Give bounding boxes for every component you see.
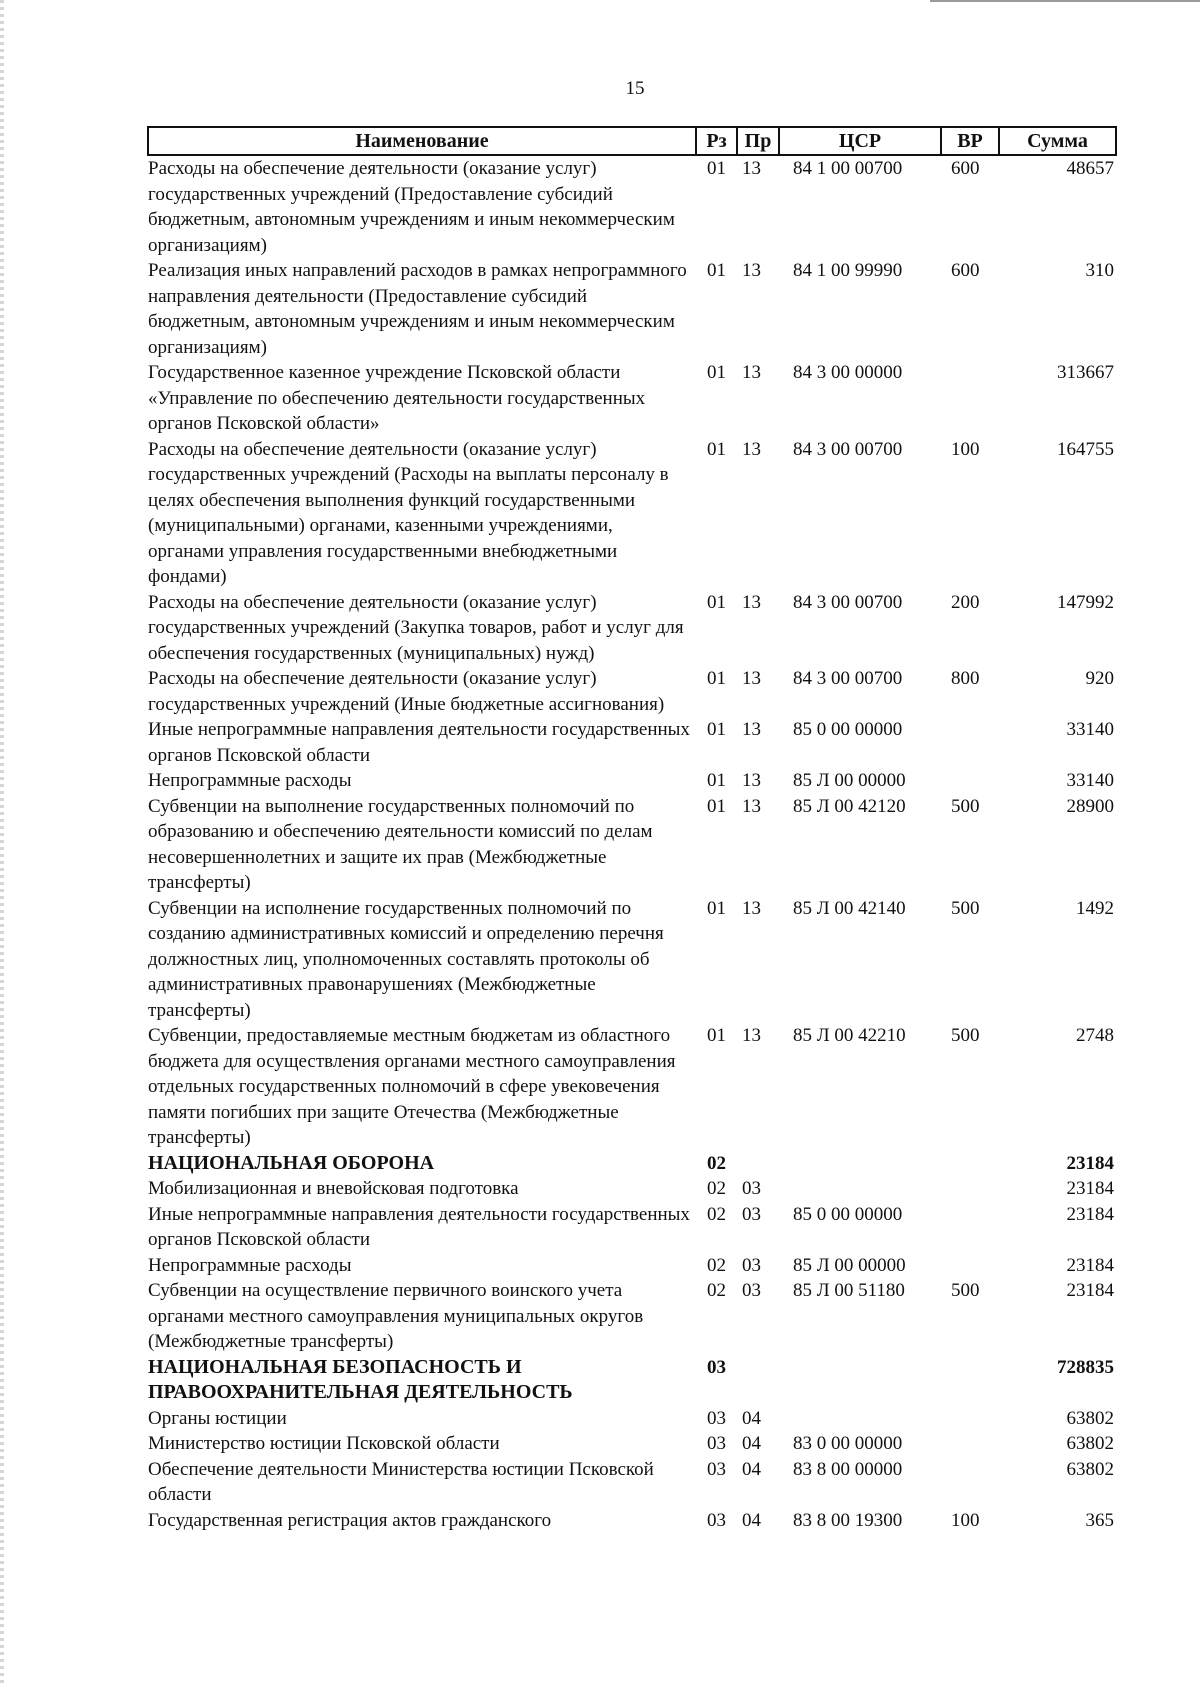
cell-pr: 13 [742, 719, 761, 740]
section-row [148, 1151, 1116, 1177]
cell-rz: 03 [707, 1458, 726, 1480]
table-row [148, 666, 1116, 717]
cell-sum: 2748 [1076, 1025, 1114, 1046]
budget-table [147, 126, 1117, 1533]
cell-sum: 48657 [1066, 158, 1114, 179]
section-row [148, 1355, 1116, 1406]
cell-sum: 63802 [1066, 1407, 1114, 1429]
cell-rz: 01 [707, 260, 726, 281]
cell-csr: 83 8 00 19300 [793, 1509, 903, 1531]
cell-vr [941, 1253, 999, 1279]
cell-name: Непрограммные расходы [148, 1254, 352, 1276]
cell-rz: 03 [707, 1509, 726, 1531]
cell-rz: 01 [707, 897, 726, 919]
cell-csr: 85 0 00 00000 [793, 719, 903, 740]
cell-sum: 1492 [1076, 897, 1114, 919]
page-number: 15 [625, 78, 645, 99]
header-sum: Сумма [999, 127, 1116, 155]
cell-name: Реализация иных направлений расходов в рамках непрограммного направления деятельности (Предоставление субсидий бюджетным, автономным учреждениям и иным некоммерческим организациям) [148, 260, 687, 358]
cell-pr: 13 [742, 795, 761, 817]
cell-sum: 365 [1085, 1509, 1114, 1531]
cell-csr: 85 Л 00 00000 [793, 770, 906, 791]
cell-sum: 63802 [1066, 1458, 1114, 1480]
table-row [148, 590, 1116, 667]
cell-pr: 13 [742, 1025, 761, 1046]
header-vr: ВР [941, 127, 999, 155]
cell-vr [941, 1406, 999, 1432]
cell-name: Расходы на обеспечение деятельности (оказание услуг) государственных учреждений (Иные бюджетные ассигнования) [148, 668, 665, 715]
cell-vr [941, 768, 999, 794]
cell-csr [779, 1406, 941, 1432]
cell-csr: 85 0 00 00000 [793, 1203, 903, 1225]
cell-pr: 04 [742, 1433, 761, 1454]
cell-rz: 01 [707, 1025, 726, 1046]
cell-name: Субвенции, предоставляемые местным бюджетам из областного бюджета для осуществления органами местного самоуправления отдельных государственных полномочий в сфере увековечения памяти погибших при защите Отечества (Межбюджетные трансферты) [148, 1025, 676, 1148]
cell-rz: 03 [707, 1407, 726, 1429]
cell-vr: 500 [951, 897, 980, 919]
table-row [148, 768, 1116, 794]
cell-vr: 200 [951, 591, 980, 613]
cell-sum: 23184 [1066, 1178, 1114, 1199]
cell-name: Субвенции на исполнение государственных полномочий по созданию административных комиссий и определению перечня должностных лиц, уполномоченных составлять протоколы об административных правонарушениях (Межбюджетные трансферты) [148, 897, 664, 1021]
cell-csr: 84 1 00 00700 [793, 158, 903, 179]
cell-sum: 164755 [1057, 438, 1114, 460]
cell-csr [779, 1355, 941, 1406]
cell-pr: 13 [742, 158, 761, 179]
cell-csr: 83 0 00 00000 [793, 1433, 903, 1454]
header-rz: Рз [696, 127, 737, 155]
cell-vr [941, 1202, 999, 1253]
cell-sum: 310 [1085, 260, 1114, 281]
cell-sum: 33140 [1066, 719, 1114, 740]
cell-name: Субвенции на выполнение государственных полномочий по образованию и обеспечению деятельности комиссий по делам несовершеннолетних и защите их прав (Межбюджетные трансферты) [148, 795, 653, 893]
cell-rz: 03 [707, 1356, 726, 1378]
cell-vr [941, 1151, 999, 1177]
table-header [148, 127, 1116, 155]
cell-sum: 23184 [1066, 1203, 1114, 1225]
cell-sum: 23184 [1066, 1254, 1114, 1276]
scan-top-line [930, 0, 1200, 2]
cell-csr: 83 8 00 00000 [793, 1458, 903, 1480]
table-row [148, 1176, 1116, 1202]
cell-sum: 920 [1085, 668, 1114, 689]
table-row [148, 1431, 1116, 1457]
cell-vr: 800 [951, 668, 980, 689]
table-row [148, 896, 1116, 1024]
cell-sum: 23184 [1066, 1152, 1114, 1174]
cell-rz: 02 [707, 1203, 726, 1225]
cell-pr [737, 1355, 779, 1406]
table-row [148, 717, 1116, 768]
table-row [148, 258, 1116, 360]
cell-sum: 147992 [1057, 591, 1114, 613]
table-row [148, 437, 1116, 590]
scan-edge [0, 0, 4, 1686]
cell-csr [779, 1176, 941, 1202]
cell-vr [941, 1457, 999, 1508]
table-row [148, 1202, 1116, 1253]
cell-rz: 02 [707, 1254, 726, 1276]
table-body [148, 155, 1116, 1533]
cell-name: Расходы на обеспечение деятельности (оказание услуг) государственных учреждений (Предоставление субсидий бюджетным, автономным учреждениям и иным некоммерческим организациям) [148, 158, 675, 256]
cell-vr [941, 1176, 999, 1202]
cell-rz: 01 [707, 158, 726, 179]
cell-csr: 85 Л 00 51180 [793, 1280, 905, 1301]
cell-pr: 13 [742, 591, 761, 613]
cell-pr: 04 [742, 1509, 761, 1531]
cell-sum: 63802 [1066, 1433, 1114, 1454]
cell-csr: 85 Л 00 00000 [793, 1254, 906, 1276]
cell-csr: 84 1 00 99990 [793, 260, 903, 281]
cell-name: Мобилизационная и вневойсковая подготовка [148, 1178, 519, 1199]
cell-vr [941, 1431, 999, 1457]
cell-rz: 01 [707, 362, 726, 383]
table-row [148, 1278, 1116, 1355]
cell-pr: 13 [742, 260, 761, 281]
cell-pr: 13 [742, 362, 761, 383]
cell-csr: 85 Л 00 42210 [793, 1025, 906, 1046]
cell-name: НАЦИОНАЛЬНАЯ ОБОРОНА [148, 1151, 435, 1174]
cell-name: Непрограммные расходы [148, 770, 352, 791]
cell-sum: 23184 [1066, 1280, 1114, 1301]
cell-pr: 03 [742, 1280, 761, 1301]
cell-name: Государственная регистрация актов гражданского [148, 1509, 552, 1531]
cell-sum: 33140 [1066, 770, 1114, 791]
cell-csr: 84 3 00 00700 [793, 591, 903, 613]
cell-csr: 85 Л 00 42140 [793, 897, 906, 919]
cell-vr: 500 [951, 1025, 980, 1046]
cell-name: Обеспечение деятельности Министерства юстиции Псковской области [148, 1458, 654, 1505]
cell-pr: 13 [742, 897, 761, 919]
cell-rz: 01 [707, 795, 726, 817]
cell-rz: 01 [707, 591, 726, 613]
cell-vr: 500 [951, 1280, 980, 1301]
cell-rz: 01 [707, 770, 726, 791]
cell-name: Органы юстиции [148, 1407, 287, 1429]
cell-name: НАЦИОНАЛЬНАЯ БЕЗОПАСНОСТЬ И ПРАВООХРАНИТЕЛЬНАЯ ДЕЯТЕЛЬНОСТЬ [148, 1355, 573, 1403]
cell-vr: 100 [951, 438, 980, 460]
table-row [148, 1457, 1116, 1508]
table-row [148, 155, 1116, 258]
cell-rz: 02 [707, 1178, 726, 1199]
header-name: Наименование [148, 127, 696, 155]
cell-rz: 01 [707, 719, 726, 740]
cell-name: Расходы на обеспечение деятельности (оказание услуг) государственных учреждений (Расходы на выплаты персоналу в целях обеспечения выполнения функций государственными (муниципальными) органами, казенными учреждениями, органами управления государственными внебюджетными фондами) [148, 438, 669, 587]
cell-rz: 01 [707, 668, 726, 689]
cell-vr: 100 [951, 1509, 980, 1531]
cell-rz: 03 [707, 1433, 726, 1454]
header-pr: Пр [737, 127, 779, 155]
cell-name: Министерство юстиции Псковской области [148, 1433, 500, 1454]
cell-vr [941, 360, 999, 437]
cell-vr: 600 [951, 158, 980, 179]
cell-csr: 84 3 00 00700 [793, 668, 903, 689]
cell-name: Государственное казенное учреждение Псковской области «Управление по обеспечению деятельности государственных органов Псковской области» [148, 362, 646, 434]
cell-name: Субвенции на осуществление первичного воинского учета органами местного самоуправления муниципальных округов (Межбюджетные трансферты) [148, 1280, 644, 1352]
cell-pr: 13 [742, 770, 761, 791]
cell-vr [941, 717, 999, 768]
cell-rz: 02 [707, 1152, 726, 1174]
cell-name: Иные непрограммные направления деятельности государственных органов Псковской области [148, 719, 690, 766]
cell-pr: 03 [742, 1178, 761, 1199]
cell-sum: 728835 [1057, 1356, 1114, 1378]
cell-pr: 04 [742, 1458, 761, 1480]
table-row [148, 1253, 1116, 1279]
table-row [148, 1406, 1116, 1432]
table-row [148, 1023, 1116, 1151]
cell-csr: 84 3 00 00700 [793, 438, 903, 460]
cell-pr [737, 1151, 779, 1177]
cell-pr: 03 [742, 1203, 761, 1225]
cell-vr [941, 1355, 999, 1406]
cell-pr: 13 [742, 668, 761, 689]
cell-csr [779, 1151, 941, 1177]
cell-csr: 84 3 00 00000 [793, 362, 903, 383]
table-row [148, 1508, 1116, 1534]
header-csr: ЦСР [779, 127, 941, 155]
cell-sum: 313667 [1057, 362, 1114, 383]
cell-pr: 03 [742, 1254, 761, 1276]
cell-pr: 13 [742, 438, 761, 460]
cell-vr: 500 [951, 795, 980, 817]
cell-rz: 01 [707, 438, 726, 460]
cell-sum: 28900 [1066, 795, 1114, 817]
cell-vr: 600 [951, 260, 980, 281]
cell-name: Иные непрограммные направления деятельности государственных органов Псковской области [148, 1203, 690, 1250]
cell-csr: 85 Л 00 42120 [793, 795, 906, 817]
table-row [148, 794, 1116, 896]
cell-pr: 04 [742, 1407, 761, 1429]
cell-rz: 02 [707, 1280, 726, 1301]
table-row [148, 360, 1116, 437]
cell-name: Расходы на обеспечение деятельности (оказание услуг) государственных учреждений (Закупка товаров, работ и услуг для обеспечения государственных (муниципальных) нужд) [148, 591, 684, 664]
